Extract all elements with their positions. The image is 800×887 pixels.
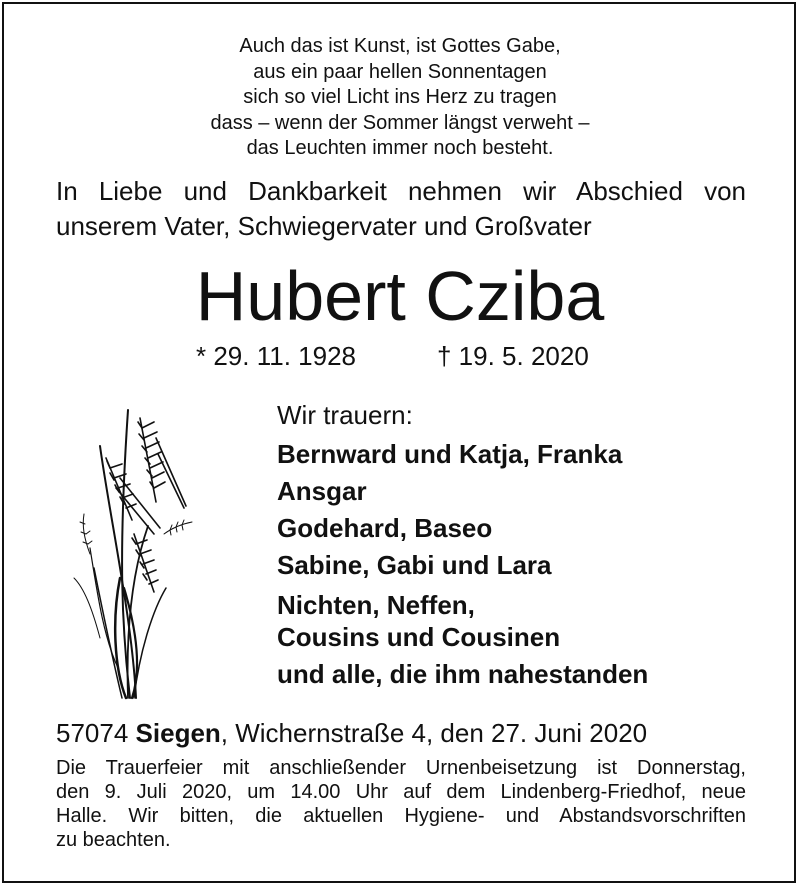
poem-line: das Leuchten immer noch besteht. — [246, 137, 554, 159]
notice-line: zu beachten. — [56, 829, 171, 851]
mourner-entry: Ansgar — [277, 476, 367, 506]
mourner-entry: Nichten, Neffen, — [277, 590, 475, 620]
poem-line: aus ein paar hellen Sonnentagen — [253, 60, 547, 83]
poem-line: Auch das ist Kunst, ist Gottes Gabe, — [239, 35, 561, 57]
poem-line: dass – wenn der Sommer längst verweht – — [210, 111, 590, 134]
funeral-notice — [56, 756, 746, 852]
notice-line: Die Trauerfeier mit anschließender Urnenbeisetzung ist Donnerstag, — [56, 757, 746, 779]
poem-line: sich so viel Licht ins Herz zu tragen — [243, 86, 557, 108]
notice-line: den 9. Juli 2020, um 14.00 Uhr auf dem Lindenberg-Friedhof, neue — [56, 781, 746, 803]
mourner-entry: Bernward und Katja, Franka — [277, 439, 623, 469]
notice-line: Halle. Wir bitten, die aktuellen Hygiene- und Abstandsvorschriften — [56, 805, 746, 827]
address-line — [56, 716, 647, 750]
poem — [0, 34, 800, 162]
birth-date: * 29. 11. 1928 — [196, 341, 356, 371]
intro-line: unserem Vater, Schwiegervater und Großvater — [56, 211, 592, 241]
mourners-list — [277, 398, 777, 692]
wheat-icon — [70, 398, 200, 706]
death-date: † 19. 5. 2020 — [437, 341, 589, 371]
mourner-entry: Godehard, Baseo — [277, 513, 493, 543]
mourner-entry: Sabine, Gabi und Lara — [277, 550, 552, 580]
postcode: 57074 — [56, 718, 129, 748]
intro-text — [56, 174, 746, 244]
mourner-entry: Cousins und Cousinen — [277, 622, 561, 652]
deceased-name: Hubert Cziba — [195, 257, 605, 335]
mourner-entry: und alle, die ihm nahestanden — [277, 659, 649, 689]
mourners-heading: Wir trauern: — [277, 400, 413, 430]
address-rest: , Wichernstraße 4, den 27. Juni 2020 — [220, 718, 648, 748]
intro-line: In Liebe und Dankbarkeit nehmen wir Abschied von — [56, 176, 746, 206]
city: Siegen — [135, 718, 221, 748]
